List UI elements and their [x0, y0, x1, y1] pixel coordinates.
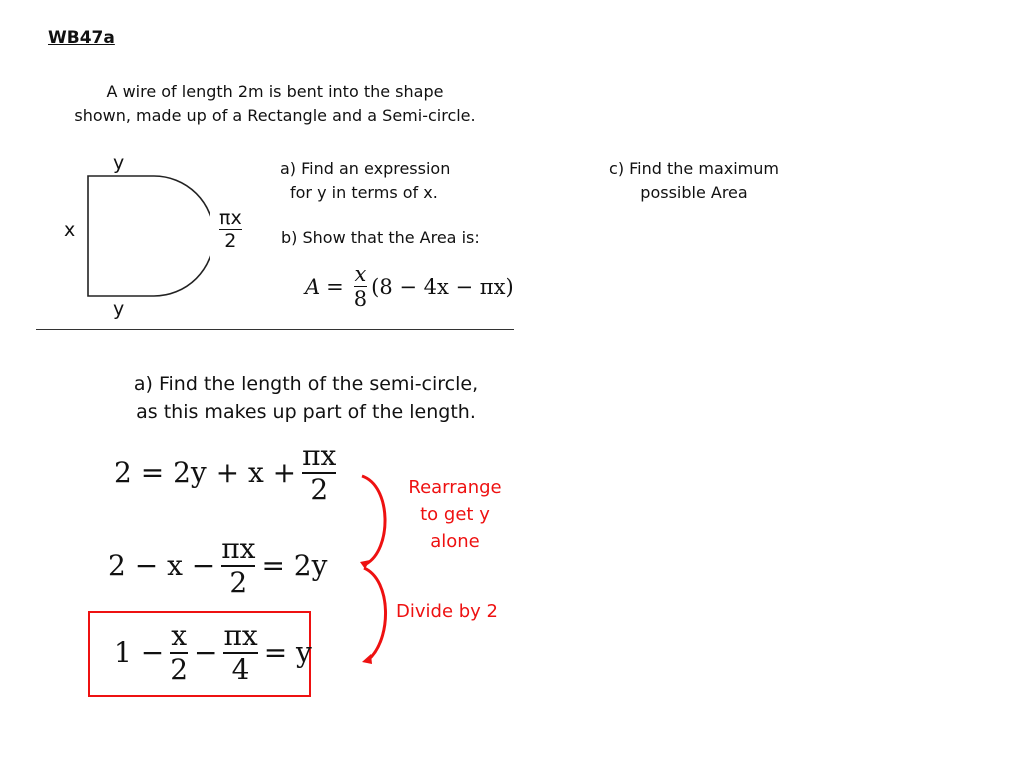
label-y-bottom: y	[113, 298, 125, 320]
semicircle-arc	[154, 176, 210, 296]
section-divider	[36, 329, 514, 330]
bracket-2-arrowhead	[362, 654, 372, 664]
part-a-line-2: as this makes up part of the length.	[136, 401, 476, 423]
equation-1	[114, 440, 342, 506]
equation-3-right: = y	[263, 636, 312, 670]
question-c	[594, 157, 794, 205]
equation-2-num: πx	[221, 532, 256, 565]
equation-1-den: 2	[310, 472, 329, 506]
question-a-line-2: for y in terms of x.	[290, 183, 438, 202]
slide-title: WB47a	[48, 28, 115, 48]
part-a-line-1: a) Find the length of the semi-circle,	[133, 373, 479, 395]
equation-3-num-1: x	[171, 619, 187, 652]
label-x: x	[64, 219, 76, 241]
equation-2	[108, 533, 327, 599]
arc-label-numerator: πx	[219, 207, 242, 229]
area-paren: (8 − 4x − πx)	[371, 274, 514, 299]
label-y-top: y	[113, 152, 125, 174]
bracket-1	[362, 476, 385, 564]
question-c-line-1: c) Find the maximum	[609, 159, 779, 178]
step-brackets	[350, 470, 400, 670]
equation-3-den-1: 2	[170, 652, 189, 686]
question-a	[280, 157, 480, 205]
equation-3-mid: −	[194, 636, 218, 670]
area-frac-num: x	[354, 262, 367, 286]
equation-2-right: = 2y	[261, 549, 328, 583]
equation-2-den: 2	[229, 565, 248, 599]
equation-2-left: 2 − x −	[108, 549, 216, 583]
equation-3-den-2: 4	[231, 652, 250, 686]
intro-line-2: shown, made up of a Rectangle and a Semi-circle.	[74, 106, 476, 125]
arc-length-label	[215, 207, 246, 252]
intro-line-1: A wire of length 2m is bent into the shape	[106, 82, 444, 101]
annotation-rearrange	[395, 474, 515, 555]
annotation-rearrange-line-1: Rearrange	[408, 477, 502, 498]
arc-label-denominator: 2	[224, 230, 237, 253]
equation-1-num: πx	[302, 439, 337, 472]
area-eq: =	[326, 274, 344, 299]
question-c-line-2: possible Area	[640, 183, 748, 202]
annotation-rearrange-line-3: alone	[430, 531, 480, 552]
rectangle-semicircle-diagram	[80, 170, 210, 305]
equation-3	[114, 620, 312, 686]
question-b: b) Show that the Area is:	[281, 228, 480, 247]
part-a-heading	[96, 370, 516, 426]
question-a-line-1: a) Find an expression	[280, 159, 451, 178]
bracket-2	[364, 568, 386, 660]
area-formula	[305, 262, 514, 311]
area-lhs: A	[305, 274, 321, 299]
intro-text	[30, 80, 520, 128]
annotation-rearrange-line-2: to get y	[420, 504, 490, 525]
rectangle-edges	[88, 176, 154, 296]
equation-3-num-2: πx	[223, 619, 258, 652]
annotation-divide: Divide by 2	[396, 601, 498, 622]
equation-3-left: 1 −	[114, 636, 165, 670]
area-frac-den: 8	[353, 287, 368, 312]
equation-1-left: 2 = 2y + x +	[114, 456, 297, 490]
